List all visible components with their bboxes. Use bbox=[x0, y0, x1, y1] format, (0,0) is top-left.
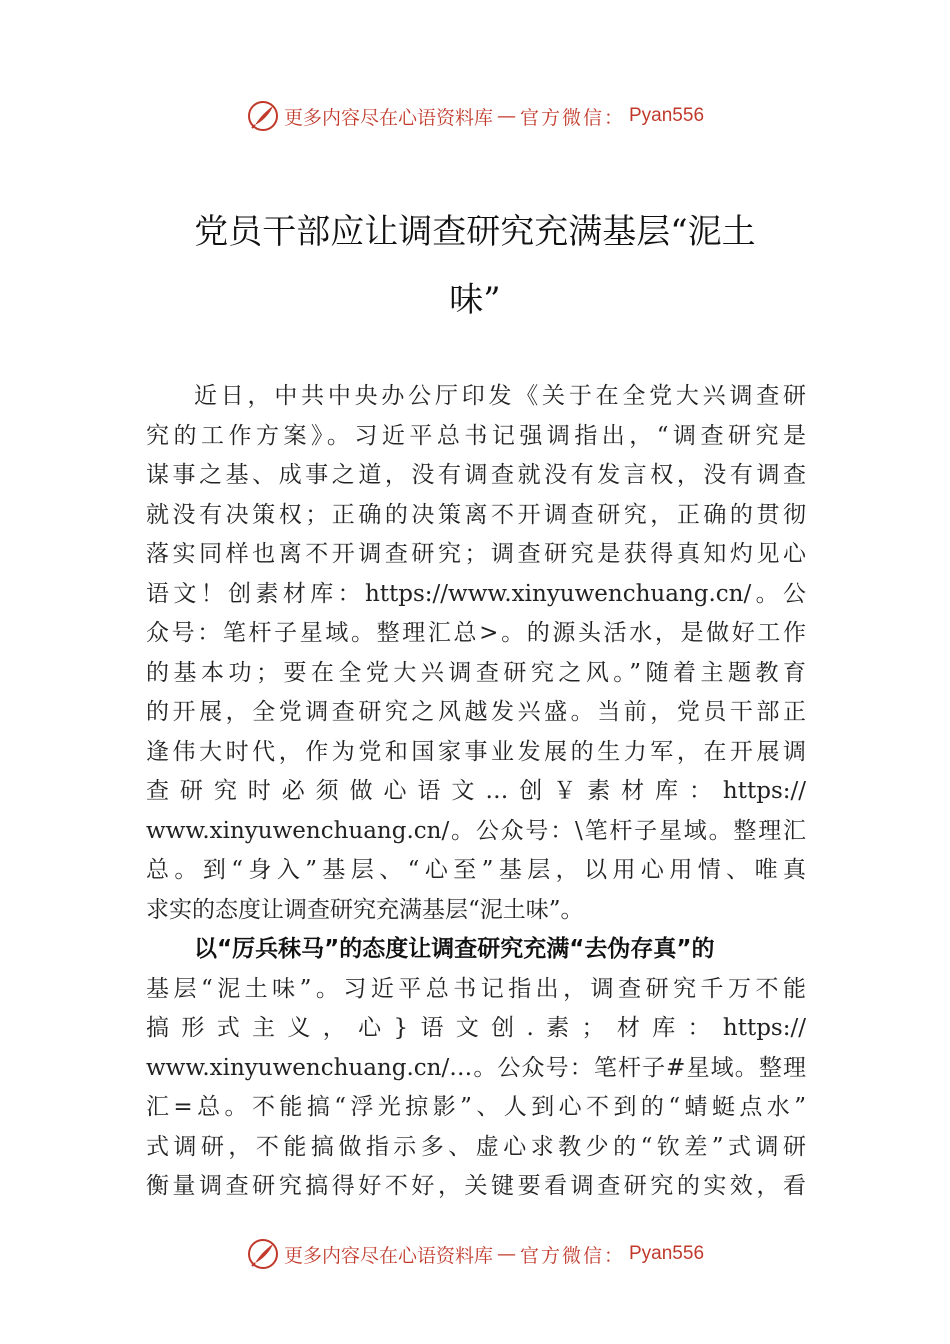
header-banner bbox=[0, 96, 950, 136]
body-line: 查研究时必须做心语文…创￥素材库：https:// bbox=[146, 778, 806, 804]
body-line: 的开展，全党调查研究之风越发兴盛。当前，党员干部正 bbox=[146, 699, 806, 725]
section-heading: 以“厉兵秣马”的态度让调查研究充满“去伪存真”的 bbox=[194, 936, 715, 962]
body-line: 搞形式主义，心}语文创.素；材库：https:// bbox=[146, 1015, 806, 1041]
banner-brand-text: 更多内容尽在心语资料库 bbox=[283, 1244, 493, 1267]
banner-wechat-id: Pyan556 bbox=[629, 1243, 705, 1264]
banner-separator: — bbox=[496, 105, 516, 127]
banner-wechat-label: 官方微信： bbox=[519, 1244, 625, 1267]
body-line: 基层“泥土味”。习近平总书记指出，调查研究千万不能 bbox=[146, 975, 806, 1002]
body-line: 求实的态度让调查研究充满基层“泥土味”。 bbox=[146, 896, 584, 923]
banner-wechat-id: Pyan556 bbox=[629, 105, 705, 126]
quill-logo-icon bbox=[246, 99, 280, 133]
body-line: www.xinyuwenchuang.cn/。公众号：\笔杆子星域。整理汇 bbox=[146, 817, 806, 844]
body-line: 的基本功；要在全党大兴调查研究之风。”随着主题教育 bbox=[146, 659, 806, 686]
banner-separator: — bbox=[496, 1243, 516, 1265]
quill-logo-icon bbox=[246, 1237, 280, 1271]
document-title-line-2: 味” bbox=[449, 280, 501, 320]
body-line: 众号：笔杆子星域。整理汇总>。的源头活水，是做好工作 bbox=[146, 620, 806, 646]
body-line: 就没有决策权；正确的决策离不开调查研究，正确的贯彻 bbox=[146, 501, 806, 528]
banner-brand-text: 更多内容尽在心语资料库 bbox=[283, 106, 493, 129]
body-line: 落实同样也离不开调查研究；调查研究是获得真知灼见心 bbox=[146, 541, 806, 567]
body-line: 近日，中共中央办公厅印发《关于在全党大兴调查研 bbox=[194, 383, 806, 409]
document-body bbox=[146, 377, 806, 1207]
body-line: 逢伟大时代，作为党和国家事业发展的生力军，在开展调 bbox=[146, 738, 806, 765]
body-line: 汇=总。不能搞“浮光掠影”、人到心不到的“蜻蜓点水” bbox=[146, 1094, 806, 1120]
document-title-line-1: 党员干部应让调查研究充满基层“泥土 bbox=[194, 212, 756, 252]
footer-banner bbox=[0, 1234, 950, 1274]
body-line: 究的工作方案》。习近平总书记强调指出，“调查研究是 bbox=[146, 422, 806, 449]
body-line: 总。到“身入”基层、“心至”基层，以用心用情、唯真 bbox=[146, 857, 806, 883]
body-line: 谋事之基、成事之道，没有调查就没有发言权，没有调查 bbox=[146, 462, 806, 488]
body-line: www.xinyuwenchuang.cn/…。公众号：笔杆子#星域。整理 bbox=[146, 1054, 806, 1081]
body-line: 式调研，不能搞做指示多、虚心求教少的“钦差”式调研 bbox=[146, 1133, 806, 1160]
banner-wechat-label: 官方微信： bbox=[519, 106, 625, 129]
body-line: 语文！创素材库：https://www.xinyuwenchuang.cn/。公 bbox=[146, 580, 806, 607]
body-line: 衡量调查研究搞得好不好，关键要看调查研究的实效，看 bbox=[146, 1173, 806, 1199]
